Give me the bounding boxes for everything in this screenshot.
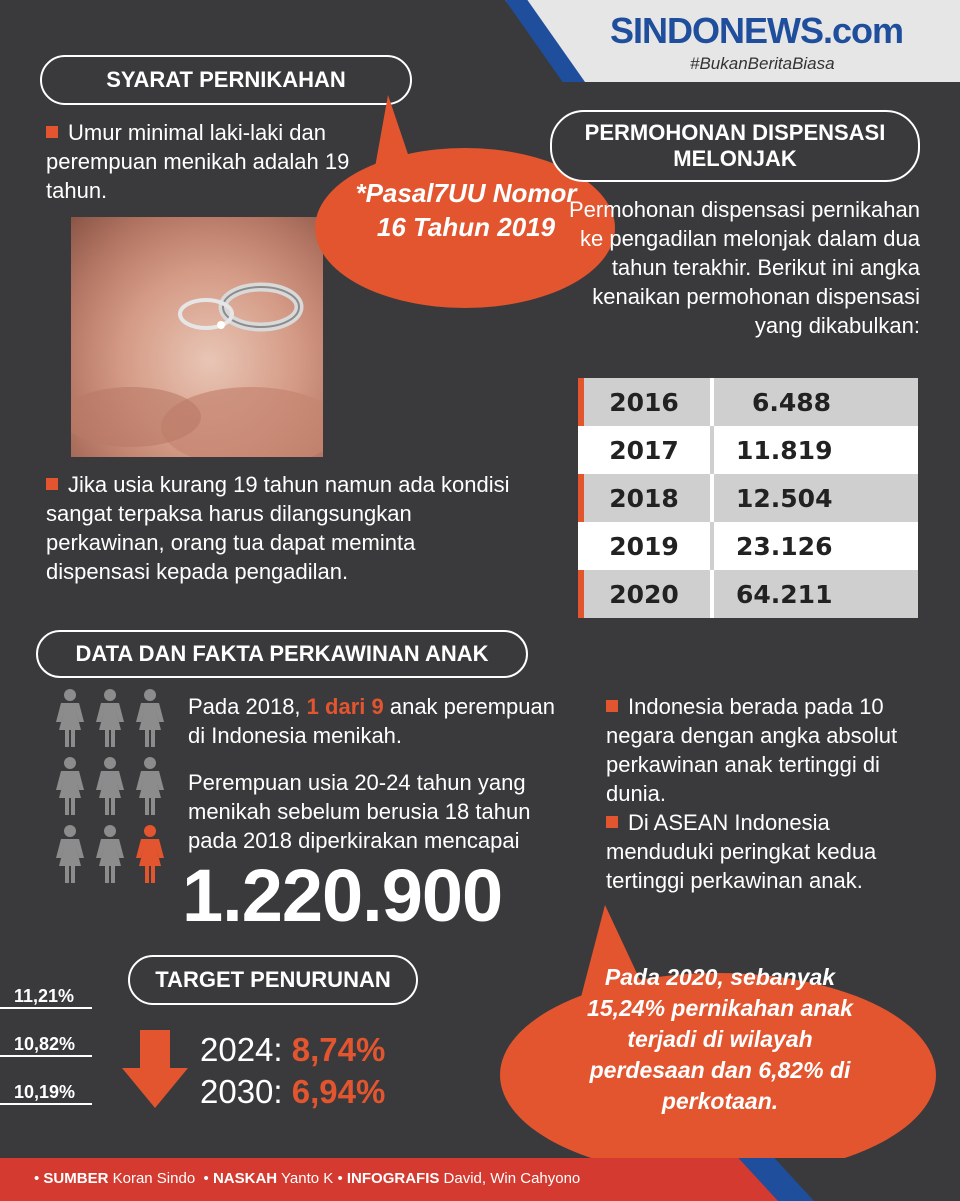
stat-post: anak perempuan di Indonesia menikah. [188, 694, 555, 748]
level-label: 10,19% [0, 1082, 92, 1105]
level-label: 11,21% [0, 986, 92, 1009]
person-icon [55, 756, 85, 816]
table-row [578, 474, 918, 522]
table-row [578, 426, 918, 474]
table-year: 2016 [609, 387, 679, 417]
table-value: 23.126 [736, 531, 833, 561]
bullet-square-icon [606, 700, 618, 712]
fakta-bullet-1-text: Indonesia berada pada 10 negara dengan angka absolut perkawinan anak tertinggi di dunia. [606, 694, 898, 806]
syarat-bullet-2-text: Jika usia kurang 19 tahun namun ada kondisi sangat terpaksa harus dilangsungkan perkawinan, orang tua dapat meminta dispensasi kepada pengadilan. [46, 472, 510, 584]
syarat-heading: SYARAT PERNIKAHAN [40, 55, 412, 105]
table-value: 6.488 [752, 387, 832, 417]
target-2024 [200, 1030, 385, 1070]
table-row [578, 378, 918, 426]
brand-logo: SINDONEWS.com [610, 10, 904, 51]
syarat-bullet-1-text: Umur minimal laki-laki dan perempuan menikah adalah 19 tahun. [46, 120, 350, 203]
infografis-label: INFOGRAFIS [346, 1170, 440, 1187]
bullet-square-icon [46, 478, 58, 490]
level-label: 10,82% [0, 1034, 92, 1057]
fakta-stat-2: Perempuan usia 20-24 tahun yang menikah sebelum berusia 18 tahun pada 2018 diperkirakan mencapai [188, 770, 531, 853]
person-icon [135, 688, 165, 748]
dispensasi-intro: Permohonan dispensasi pernikahan ke pengadilan melonjak dalam dua tahun terakhir. Berikut ini angka kenaikan permohonan dispensasi yang dikabulkan: [568, 197, 920, 338]
target-value: 8,74% [291, 1031, 386, 1068]
fakta-bullet-2-text: Di ASEAN Indonesia menduduki peringkat kedua tertinggi perkawinan anak. [606, 810, 877, 893]
infografis-value: David, Win Cahyono [443, 1170, 581, 1187]
table-year: 2019 [609, 531, 679, 561]
person-icon [95, 756, 125, 816]
person-icon [55, 824, 85, 884]
stat-highlight: 1 dari 9 [306, 694, 384, 719]
table-row [578, 570, 918, 618]
fakta-stat-1 [188, 692, 568, 750]
brand-tagline: #BukanBeritaBiasa [690, 54, 835, 73]
dispensasi-heading: PERMOHONAN DISPENSASI MELONJAK [550, 110, 920, 182]
table-value: 64.211 [736, 579, 833, 609]
pasal-bubble-text: *Pasal7UU Nomor 16 Tahun 2019 [355, 178, 577, 242]
wedding-ring-photo [71, 217, 323, 457]
bullet-square-icon [606, 816, 618, 828]
person-icon [95, 824, 125, 884]
stat-pre: Pada 2018, [188, 694, 301, 719]
person-icon [135, 756, 165, 816]
table-row [578, 522, 918, 570]
target-value: 6,94% [291, 1073, 386, 1110]
footer-credits: • SUMBER Koran Sindo • NASKAH Yanto K • INFOGRAFIS David, Win Cahyono [34, 1170, 581, 1187]
table-year: 2020 [609, 579, 679, 609]
syarat-bullet-2 [46, 470, 516, 586]
arrow-down-icon [120, 1030, 190, 1110]
sumber-label: SUMBER [43, 1170, 109, 1187]
bullet-square-icon [46, 126, 58, 138]
table-year: 2017 [609, 435, 679, 465]
fakta-bullet-2 [606, 808, 916, 895]
target-2030 [200, 1072, 385, 1112]
target-year: 2024: [200, 1031, 283, 1068]
ring-icon [71, 217, 323, 457]
target-heading: TARGET PENURUNAN [128, 955, 418, 1005]
table-year: 2018 [609, 483, 679, 513]
sumber-value: Koran Sindo [112, 1170, 196, 1187]
person-icon [95, 688, 125, 748]
fakta-bullet-1 [606, 692, 916, 808]
person-icon [135, 824, 165, 884]
fakta-bubble-text: Pada 2020, sebanyak 15,24% pernikahan anak terjadi di wilayah perdesaan dan 6,82% di perkotaan. [587, 964, 853, 1114]
table-value: 11.819 [736, 435, 833, 465]
naskah-value: Yanto K [281, 1170, 334, 1187]
naskah-label: NASKAH [212, 1170, 278, 1187]
big-number: 1.220.900 [182, 854, 503, 937]
fakta-heading: DATA DAN FAKTA PERKAWINAN ANAK [36, 630, 528, 678]
table-value: 12.504 [736, 483, 833, 513]
people-icon-grid [55, 688, 175, 888]
person-icon [55, 688, 85, 748]
target-year: 2030: [200, 1073, 283, 1110]
